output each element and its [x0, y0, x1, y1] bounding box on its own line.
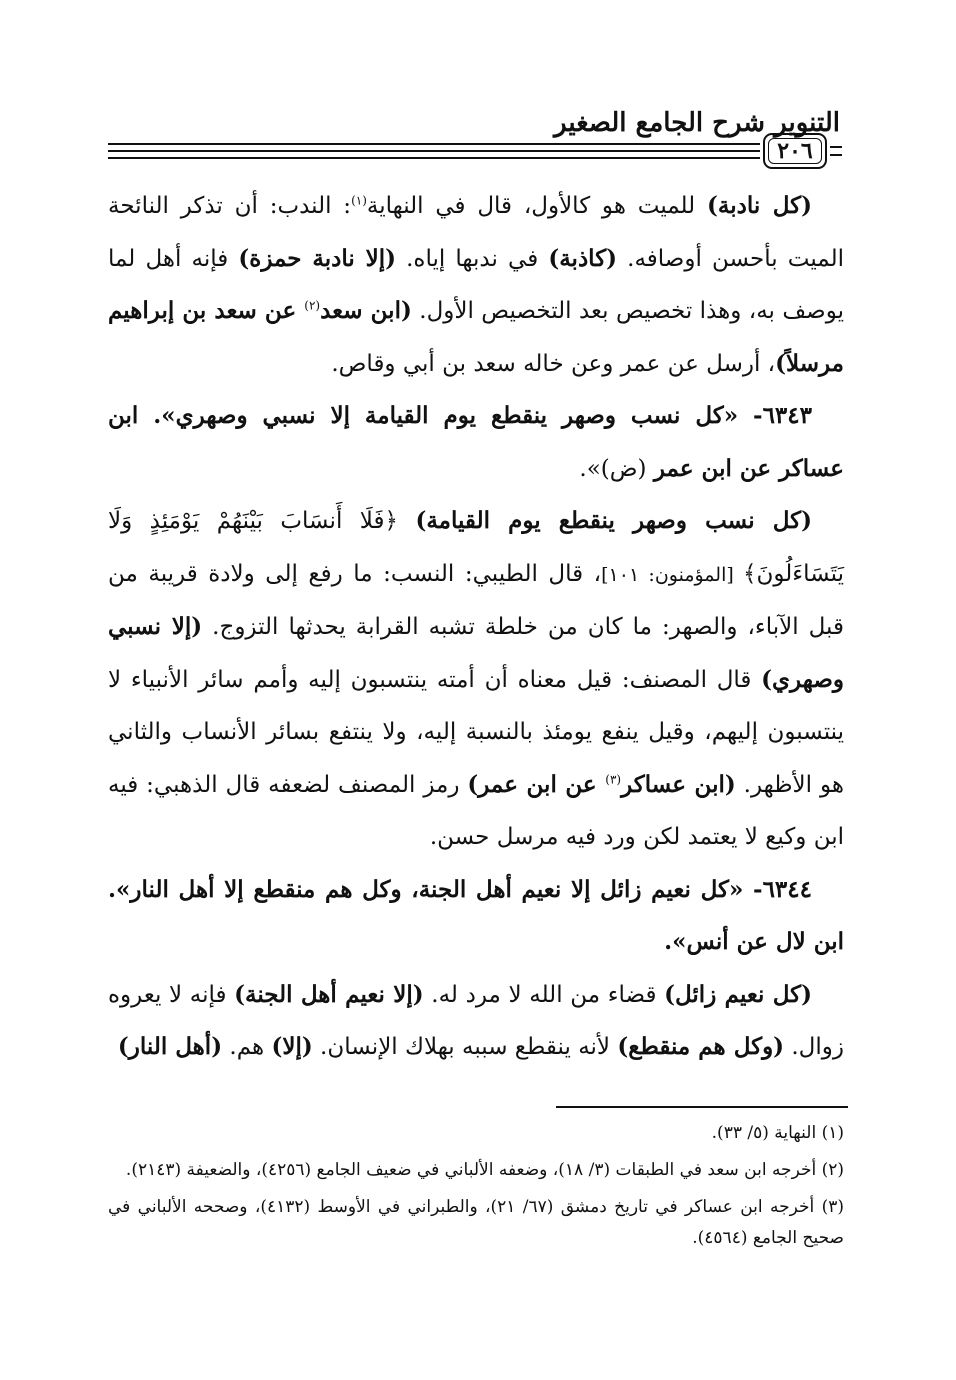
header-rule: [108, 143, 760, 145]
main-text: [108, 180, 844, 1074]
commentary-paragraph: (كل نسب وصهر ينقطع يوم القيامة) ﴿فَلَا أَنسَابَ بَيْنَهُمْ يَوْمَئِذٍ وَلَا يَتَسَاءَلُونَ﴾ [المؤمنون: ١٠١]، قال الطيبي: النسب: ما رفع إلى ولادة قريبة من قبل الآباء، والصهر: ما كان من خلطة تشبه القرابة يحدثها التزوج. (إلا نسبي وصهري) قال المصنف: قيل معناه أن أمته ينتسبون إليه وأمم سائر الأنبياء لا ينتسبون إليهم، وقيل ينفع يومئذ بالنسبة إليه، ولا ينتفع بسائر الأنساب والثاني هو الأظهر. (ابن عساكر$^{(٣)}$ عن ابن عمر) رمز المصنف لضعفه قال الذهبي: فيه ابن وكيع لا يعتمد لكن ورد فيه مرسل حسن.: [108, 507, 844, 850]
header-ornament: [830, 154, 842, 156]
footnote: (١) النهاية (٥/ ٣٣).: [711, 1123, 844, 1143]
header-rule: [108, 157, 760, 159]
page-number: ٢٠٦: [763, 133, 827, 169]
footnote-marker: (٢): [304, 298, 321, 313]
header-ornament: [830, 146, 842, 148]
footnotes: [108, 1118, 844, 1260]
footnote-marker: (٣): [605, 771, 622, 786]
footnote-marker: (١): [351, 193, 367, 208]
hadith-heading: ٦٣٤٣- «كل نسب وصهر ينقطع يوم القيامة إلا نسبي وصهري». ابن عساكر عن ابن عمر (ض)».: [108, 402, 844, 482]
running-header-title: التنوير شرح الجامع الصغير: [554, 108, 840, 138]
commentary-paragraph: (كل نادبة) للميت هو كالأول، قال في النهاية$^{(١)}$: الندب: أن تذكر النائحة الميت بأحسن أوصافه. (كاذبة) في ندبها إياه. (إلا نادبة حمزة) فإنه أهل لما يوصف به، وهذا تخصيص بعد التخصيص الأول. (ابن سعد$^{(٢)}$ عن سعد بن إبراهيم مرسلاً)، أرسل عن عمر وعن خاله سعد بن أبي وقاص.: [108, 192, 844, 377]
header-rule: [108, 150, 760, 152]
commentary-paragraph: (كل نعيم زائل) قضاء من الله لا مرد له. (إلا نعيم أهل الجنة) فإنه لا يعروه زوال. (وكل هم منقطع) لأنه ينقطع سببه بهلاك الإنسان. (إلا) هم. (أهل النار): [108, 980, 844, 1060]
footnote: (٢) أخرجه ابن سعد في الطبقات (٣/ ١٨)، وضعفه الألباني في ضعيف الجامع (٤٢٥٦)، والضعيفة (٢١٤٣).: [125, 1160, 844, 1180]
footnote-separator: [556, 1106, 848, 1108]
hadith-heading: ٦٣٤٤- «كل نعيم زائل إلا نعيم أهل الجنة، وكل هم منقطع إلا أهل النار». ابن لال عن أنس».: [108, 875, 844, 955]
footnote: (٣) أخرجه ابن عساكر في تاريخ دمشق (٦٧/ ٢١)، والطبراني في الأوسط (٤١٣٢)، وصححه الألباني في صحيح الجامع (٤٥٦٤).: [108, 1197, 844, 1248]
